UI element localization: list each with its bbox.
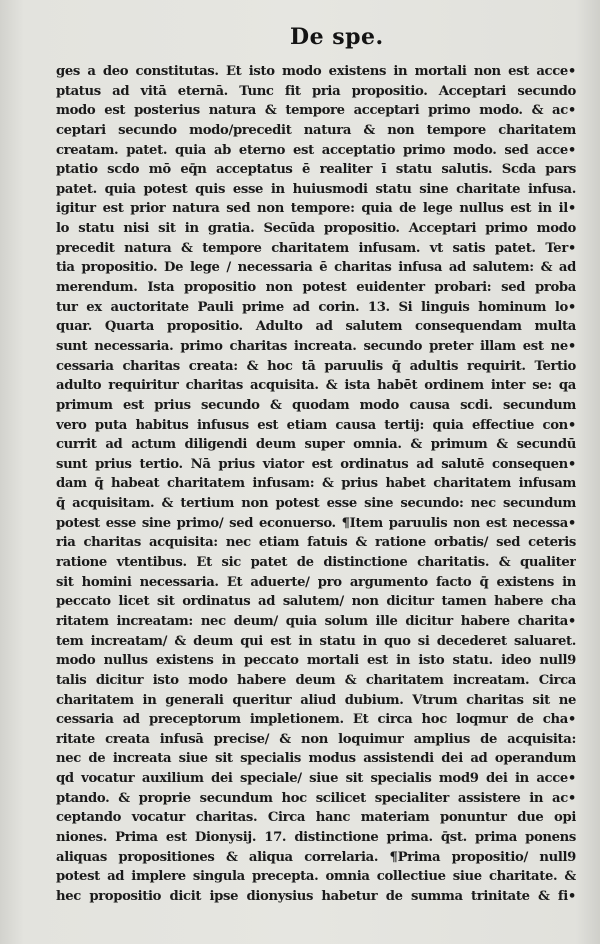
text-line: ptatio scdo mō eq̄n acceptatus ē realiter ī statu salutis. Scda pars (56, 162, 576, 178)
text-line: ria charitas acquisita: nec etiam fatuis & ratione orbatis/ sed ceteris (56, 535, 576, 551)
text-line: merendum. Ista propositio non potest euidenter probari: sed proba (56, 280, 576, 296)
text-line: qd vocatur auxilium dei speciale/ siue sit specialis mod9 dei in acce• (56, 771, 576, 787)
text-line: vero puta habitus infusus est etiam causa tertij: quia effectiue con• (56, 417, 576, 433)
text-line: tur ex auctoritate Pauli prime ad corin. 13. Si linguis hominum lo• (56, 299, 576, 315)
text-line: sit homini necessaria. Et aduerte/ pro argumento facto q̄ existens in (56, 574, 576, 590)
text-line: sunt necessaria. primo charitas increata. secundo preter illam est ne• (56, 338, 576, 354)
text-line: cessaria ad preceptorum impletionem. Et circa hoc loqmur de cha• (56, 712, 576, 728)
text-line: ges a deo constitutas. Et isto modo existens in mortali non est acce• (56, 64, 576, 79)
running-head: De spe. (290, 24, 384, 50)
text-line: currit ad actum diligendi deum super omnia. & primum & secundū (56, 437, 576, 453)
text-line: charitatem in generali queritur aliud dubium. Vtrum charitas sit ne (56, 692, 576, 708)
text-line: patet. quia potest quis esse in huiusmodi statu sine charitate infusa. (56, 181, 576, 197)
text-line: ratione vtentibus. Et sic patet de distinctione charitatis. & qualiter (56, 555, 576, 571)
text-line: precedit natura & tempore charitatem infusam. vt satis patet. Ter• (56, 240, 576, 256)
text-line: talis dicitur isto modo habere deum & charitatem increatam. Circa (56, 672, 576, 688)
text-line: creatam. patet. quia ab eterno est acceptatio primo modo. sed acce• (56, 142, 576, 158)
text-line: dam q̄ habeat charitatem infusam: & prius habet charitatem infusam (56, 476, 576, 492)
text-line: igitur est prior natura sed non tempore: quia de lege nullus est in il• (56, 201, 576, 217)
text-line: cessaria charitas creata: & hoc tā paruulis q̄ adultis requirit. Tertio (56, 358, 576, 374)
text-line: sunt prius tertio. Nā prius viator est ordinatus ad salutē consequen• (56, 456, 576, 472)
text-line: aliquas propositiones & aliqua correlaria. ¶Prima propositio/ null9 (56, 849, 576, 865)
text-line: ritatem increatam: nec deum/ quia solum ille dicitur habere charita• (56, 613, 576, 629)
text-line: ptatus ad vitā eternā. Tunc fit pria propositio. Acceptari secundo (56, 83, 576, 99)
text-line: potest esse sine primo/ sed econuerso. ¶Item paruulis non est necessa• (56, 515, 576, 531)
text-line: peccato licet sit ordinatus ad salutem/ non dicitur tamen habere cha (56, 594, 576, 610)
text-line: tem increatam/ & deum qui est in statu in quo si decederet saluaret. (56, 633, 576, 649)
text-line: ritate creata infusā precise/ & non loquimur amplius de acquisita: (56, 731, 576, 747)
text-line: tia propositio. De lege / necessaria ē charitas infusa ad salutem: & ad (56, 260, 576, 276)
text-line: ceptari secundo modo/precedit natura & non tempore charitatem (56, 122, 576, 138)
text-line: niones. Prima est Dionysij. 17. distinctione prima. q̄st. prima ponens (56, 829, 576, 845)
text-line: primum est prius secundo & quodam modo causa scdi. secundum (56, 397, 576, 413)
text-line: q̄ acquisitam. & tertium non potest esse sine secundo: nec secundum (56, 496, 576, 512)
text-line: potest ad implere singula precepta. omnia collectiue siue charitate. & (56, 869, 576, 885)
text-line: ceptando vocatur charitas. Circa hanc materiam ponuntur due opi (56, 810, 576, 826)
text-line: adulto requiritur charitas acquisita. & ista habēt ordinem inter se: qa (56, 378, 576, 394)
text-line: ptando. & proprie secundum hoc scilicet specialiter assistere in ac• (56, 790, 576, 806)
text-line: lo statu nisi sit in gratia. Secūda propositio. Acceptari primo modo (56, 221, 576, 237)
text-line: hec propositio dicit ipse dionysius habetur de summa trinitate & fi• (56, 888, 576, 904)
text-line: quar. Quarta propositio. Adulto ad salutem consequendam multa (56, 319, 576, 335)
text-line: modo est posterius natura & tempore acceptari primo modo. & ac• (56, 103, 576, 119)
text-line: nec de increata siue sit specialis modus assistendi dei ad operandum (56, 751, 576, 767)
body-text (56, 62, 576, 907)
text-line: modo nullus existens in peccato mortali est in isto statu. ideo null9 (56, 653, 576, 669)
